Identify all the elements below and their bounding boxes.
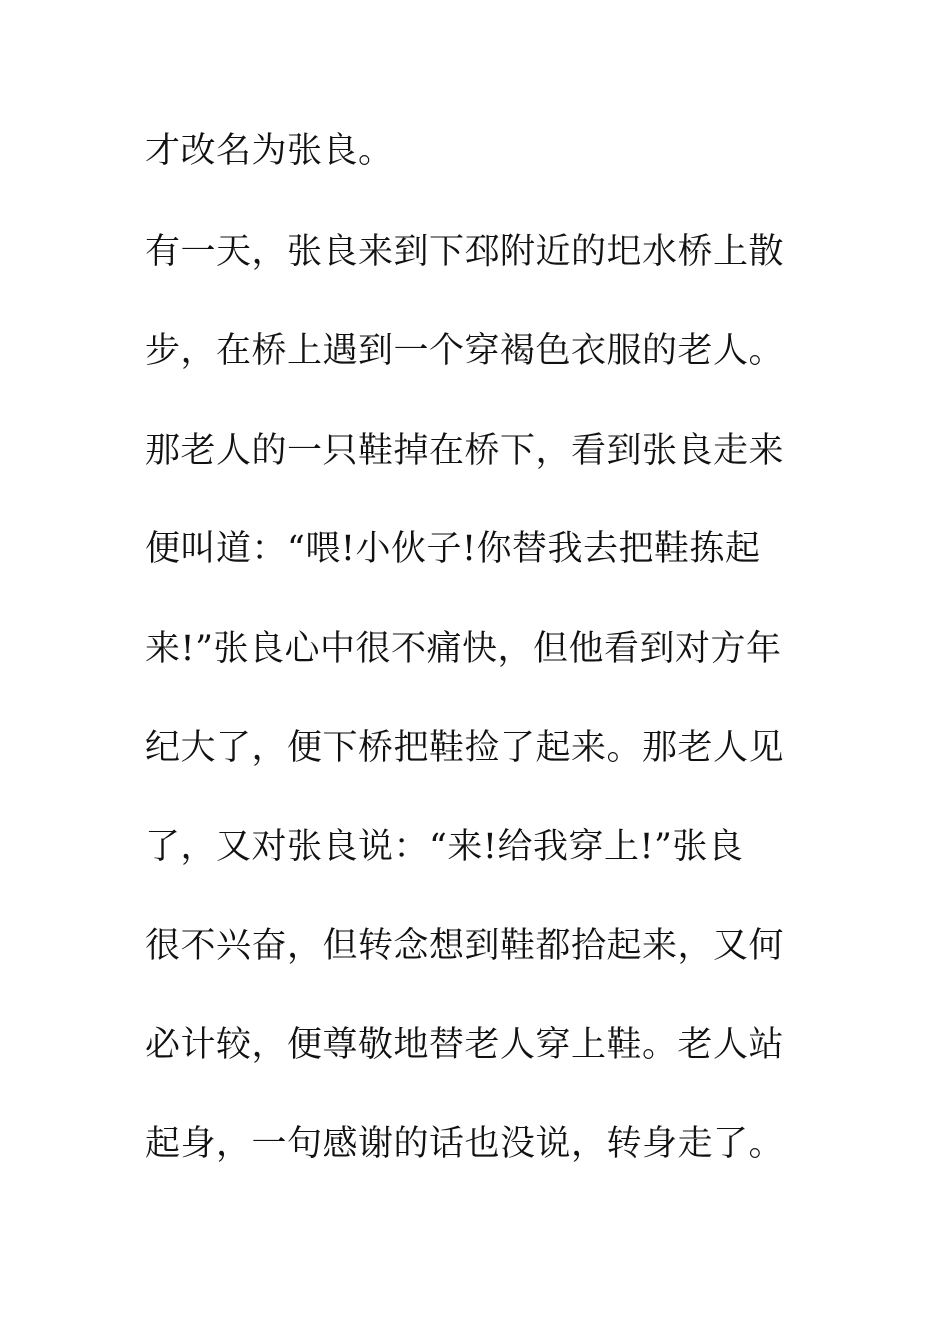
text-line: 必计较，便尊敬地替老人穿上鞋。老人站	[145, 1025, 785, 1065]
text-line: 很不兴奋，但转念想到鞋都拾起来，又何	[145, 926, 785, 966]
text-line: 才改名为张良。	[145, 131, 394, 171]
text-line: 便叫道：“喂!小伙子!你替我去把鞋拣起	[145, 529, 761, 569]
text-line: 有一天，张良来到下邳附近的圯水桥上散	[145, 232, 785, 272]
text-line: 了，又对张良说：“来!给我穿上!”张良	[145, 827, 744, 867]
text-line: 来!”张良心中很不痛快，但他看到对方年	[145, 629, 782, 669]
text-line: 步，在桥上遇到一个穿褐色衣服的老人。	[145, 331, 785, 371]
text-line: 那老人的一只鞋掉在桥下，看到张良走来	[145, 431, 785, 471]
text-line: 起身，一句感谢的话也没说，转身走了。	[145, 1124, 785, 1164]
text-line: 纪大了，便下桥把鞋捡了起来。那老人见	[145, 728, 785, 768]
